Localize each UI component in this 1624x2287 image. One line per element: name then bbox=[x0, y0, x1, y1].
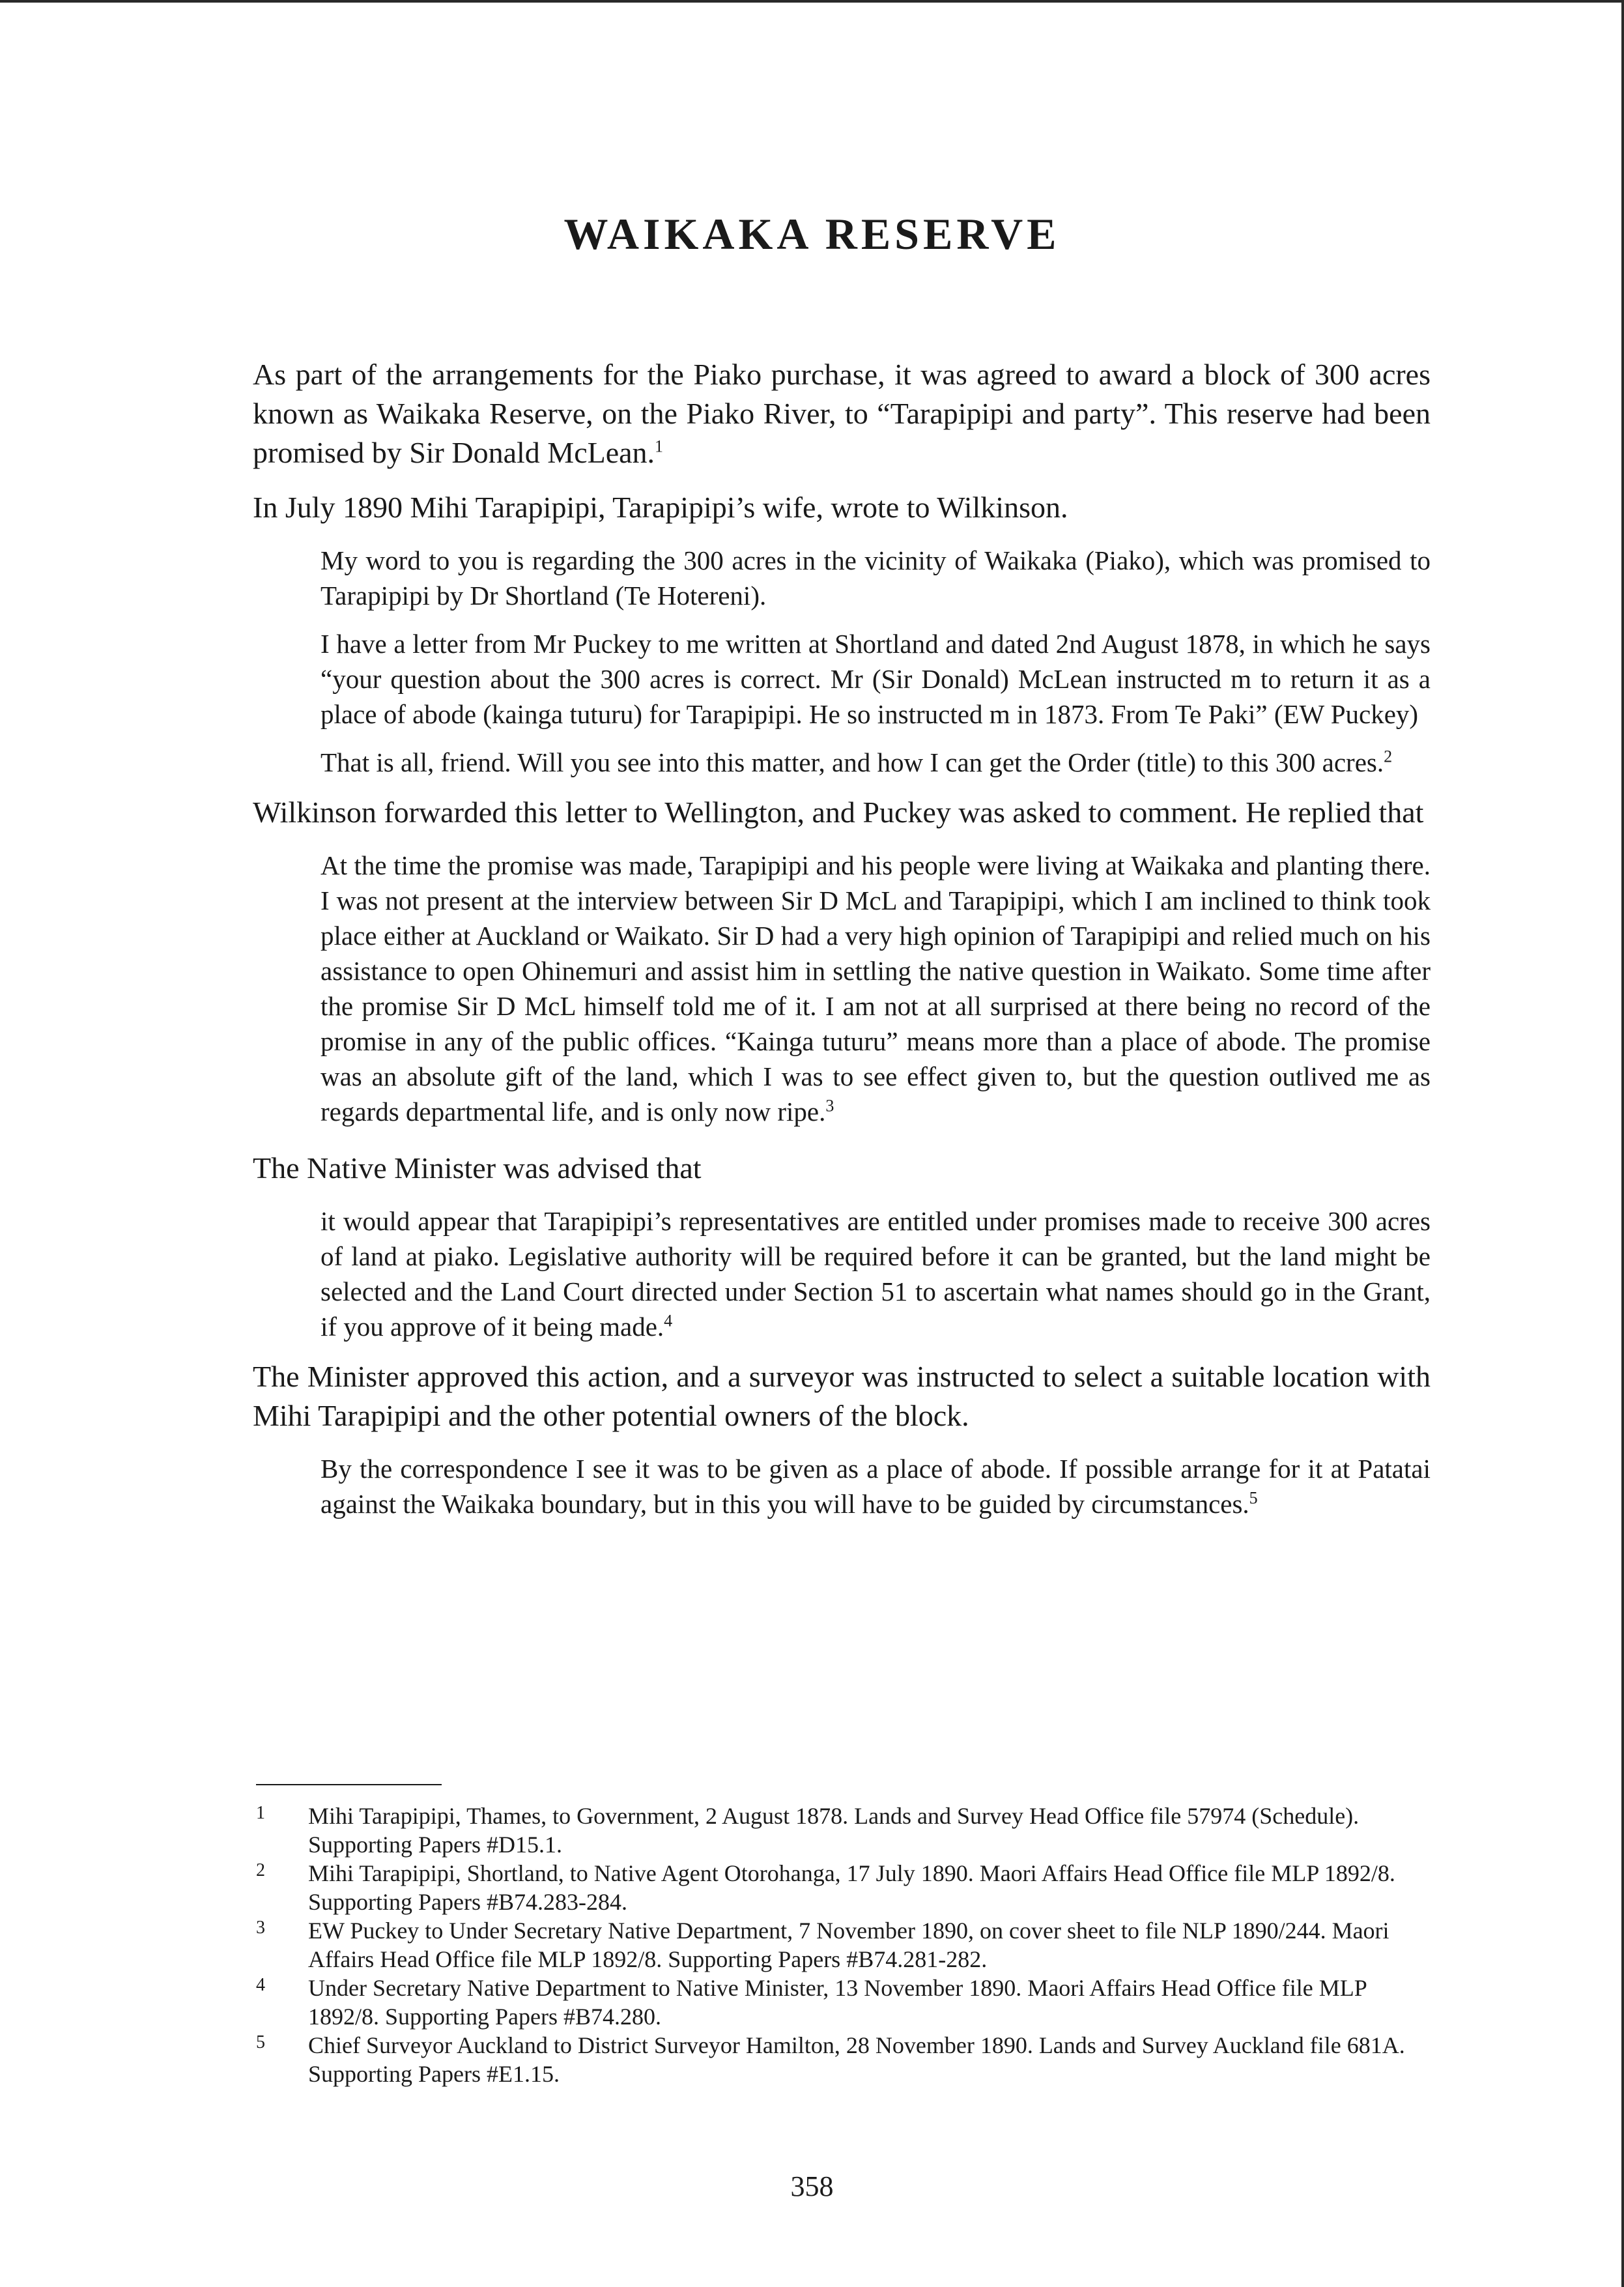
block-quote bbox=[321, 1451, 1431, 1521]
quote-text: That is all, friend. Will you see into this matter, and how I can get the Order (title) to this 300 acres. bbox=[321, 747, 1384, 777]
footnote-number: 4 bbox=[256, 1975, 265, 1995]
paragraph bbox=[253, 1357, 1431, 1435]
paragraph-text: The Minister approved this action, and a surveyor was instructed to select a suitable location with Mihi Tarapipipi and the other potential owners of the block. bbox=[253, 1360, 1431, 1432]
quote-text: I have a letter from Mr Puckey to me written at Shortland and dated 2nd August 1878, in which he says “your question about the 300 acres is correct. Mr (Sir Donald) McLean instructed m to return it as a place of abode (kainga tuturu) for Tarapipipi. He so instructed m in 1873. From Te Paki” (EW Puckey) bbox=[321, 629, 1431, 729]
block-quote bbox=[321, 745, 1431, 780]
paragraph bbox=[253, 1149, 1431, 1188]
footnote-text: Under Secretary Native Department to Native Minister, 13 November 1890. Maori Affairs Head Office file MLP 1892/8. Supporting Papers #B74.280. bbox=[308, 1975, 1367, 2030]
paragraph-text: As part of the arrangements for the Piako purchase, it was agreed to award a block of 300 acres known as Waikaka Reserve, on the Piako River, to “Tarapipipi and party”. This reserve had been promised by Sir Donald McLean. bbox=[253, 358, 1431, 469]
paragraph-text: Wilkinson forwarded this letter to Wellington, and Puckey was asked to comment. He replied that bbox=[253, 796, 1424, 829]
footnote bbox=[256, 1802, 1429, 1859]
footnote-ref: 4 bbox=[664, 1311, 673, 1330]
footnote-text: Chief Surveyor Auckland to District Surveyor Hamilton, 28 November 1890. Lands and Survey Auckland file 681A. Supporting Papers #E1.15. bbox=[308, 2032, 1405, 2087]
footnote-ref: 1 bbox=[655, 437, 664, 456]
footnote-ref: 3 bbox=[825, 1096, 834, 1115]
footnote-divider bbox=[256, 1784, 442, 1785]
page-title: WAIKAKA RESERVE bbox=[563, 209, 1061, 259]
block-quote bbox=[321, 1203, 1431, 1344]
footnote-text: EW Puckey to Under Secretary Native Department, 7 November 1890, on cover sheet to file NLP 1890/244. Maori Affairs Head Office file MLP 1892/8. Supporting Papers #B74.281-282. bbox=[308, 1918, 1389, 1972]
footnote bbox=[256, 1916, 1429, 1974]
paragraph bbox=[253, 488, 1431, 527]
footnote bbox=[256, 1974, 1429, 2031]
paragraph-text: The Native Minister was advised that bbox=[253, 1151, 702, 1185]
block-quote bbox=[321, 626, 1431, 732]
paragraph bbox=[253, 793, 1431, 832]
quote-text: At the time the promise was made, Tarapipipi and his people were living at Waikaka and planting there. I was not present at the interview between Sir D McL and Tarapipipi, which I am inclined to think took place either at Auckland or Waikato. Sir D had a very high opinion of Tarapipipi and relied much on his assistance to open Ohinemuri and assist him in settling the native question in Waikato. Some time after the promise Sir D McL himself told me of it. I am not at all surprised at there being no record of the promise in any of the public offices. “Kainga tuturu” means more than a place of abode. The promise was an absolute gift of the land, which I was to see effect given to, but the question outlived me as regards departmental life, and is only now ripe. bbox=[321, 850, 1431, 1127]
page-number: 358 bbox=[790, 2170, 834, 2202]
quote-text: it would appear that Tarapipipi’s representatives are entitled under promises made to receive 300 acres of land at piako. Legislative authority will be required before it can be granted, but the land might be selected and the Land Court directed under Section 51 to ascertain what names should go in the Grant, if you approve of it being made. bbox=[321, 1206, 1431, 1342]
footnote-ref: 5 bbox=[1249, 1488, 1258, 1508]
footnote bbox=[256, 2031, 1429, 2088]
page-top-edge bbox=[0, 0, 1624, 3]
footnote-ref: 2 bbox=[1384, 747, 1393, 766]
footnotes bbox=[256, 1802, 1429, 2088]
footnote-number: 2 bbox=[256, 1860, 265, 1880]
footnote-number: 1 bbox=[256, 1803, 265, 1823]
footnote-text: Mihi Tarapipipi, Shortland, to Native Agent Otorohanga, 17 July 1890. Maori Affairs Head Office file MLP 1892/8. Supporting Papers #B74.283-284. bbox=[308, 1860, 1395, 1915]
block-quote bbox=[321, 848, 1431, 1129]
footnote-number: 3 bbox=[256, 1918, 265, 1938]
quote-text: My word to you is regarding the 300 acres in the vicinity of Waikaka (Piako), which was promised to Tarapipipi by Dr Shortland (Te Hotereni). bbox=[321, 545, 1431, 611]
footnote-number: 5 bbox=[256, 2032, 265, 2052]
body-text bbox=[253, 355, 1431, 1534]
quote-text: By the correspondence I see it was to be given as a place of abode. If possible arrange for it at Patatai against the Waikaka boundary, but in this you will have to be guided by circumstances. bbox=[321, 1454, 1431, 1519]
block-quote bbox=[321, 543, 1431, 613]
paragraph bbox=[253, 355, 1431, 472]
paragraph-text: In July 1890 Mihi Tarapipipi, Tarapipipi’s wife, wrote to Wilkinson. bbox=[253, 491, 1068, 524]
footnote-text: Mihi Tarapipipi, Thames, to Government, 2 August 1878. Lands and Survey Head Office file 57974 (Schedule). Supporting Papers #D15.1. bbox=[308, 1803, 1360, 1858]
page-right-edge bbox=[1621, 0, 1624, 2287]
footnote bbox=[256, 1859, 1429, 1916]
